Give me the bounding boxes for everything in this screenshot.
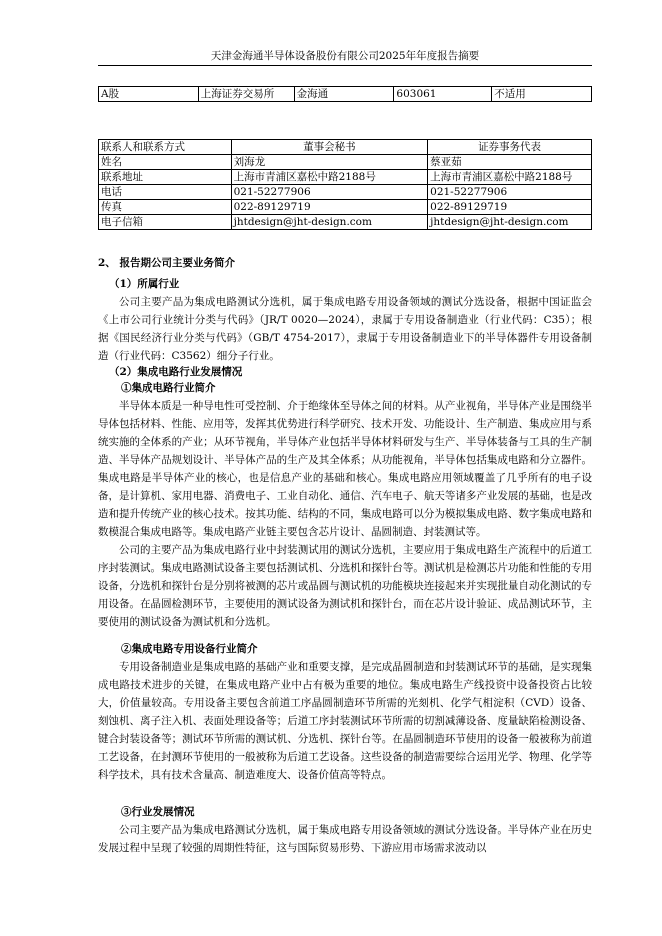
table-header-cell: 董事会秘书 — [231, 140, 428, 155]
paragraph: 半导体本质是一种导电性可受控制、介于绝缘体至导体之间的材料。从产业视角，半导体产业是围绕半导体包括材料、性能、应用等，发挥其优势进行科学研究、技术开发、功能设计、生产制造、集成应用与系统实施的全体系的产业；从环节视角，半导体产业包括半导体材料研发与生产、半导体装备与工具的生产制造、半导体产品规划设计、半导体产品的生产及其全体系；从功能视角，半导体包括集成电路和分立器件。集成电路是半导体产业的核心，也是信息产业的基础和核心。集成电路应用领域覆盖了几乎所有的电子设备，是计算机、家用电器、消费电子、工业自动化、通信、汽车电子、航天等诸多产业发展的基础，也是改造和提升传统产业的核心技术。按其功能、结构的不同，集成电路可以分为模拟集成电路、数字集成电路和数模混合集成电路等。集成电路产业链主要包含芯片设计、晶圆制造、封装测试等。 — [98, 400, 592, 538]
table-cell: 刘海龙 — [231, 155, 428, 170]
table-cell: 021-52277906 — [231, 185, 428, 200]
table-cell: 电子信箱 — [99, 215, 232, 230]
paragraph: 专用设备制造业是集成电路的基础产业和重要支撑，是完成晶圆制造和封装测试环节的基础，是实现集成电路技术进步的关键，在集成电路产业中占有极为重要的地位。集成电路生产线投资中设备投资占比较大，价值量较高。专用设备主要包含前道工序晶圆制造环节所需的光刻机、化学气相淀积（CVD）设备、刻蚀机、离子注入机、表面处理设备等；后道工序封装测试环节所需的切割减薄设备、度量缺陷检测设备、键合封装设备等；测试环节所需的测试机、分选机、探针台等。在晶圆制造环节使用的设备一般被称为前道工艺设备，在封测环节使用的一般被称为后道工艺设备。这些设备的制造需要综合运用光学、物理、化学等科学技术，具有技术含量高、制造难度大、设备价值高等特点。 — [98, 661, 592, 781]
table-cell: 上海市青浦区嘉松中路2188号 — [428, 170, 592, 185]
paragraph-ic-intro — [98, 397, 592, 631]
table-cell: jhtdesign@jht-design.com — [428, 215, 592, 230]
paragraph: 公司主要产品为集成电路测试分选机，属于集成电路专用设备领域的测试分选设备。半导体产业在历史发展过程中呈现了较强的周期性特征，这与国际贸易形势、下游应用市场需求波动以 — [98, 824, 592, 854]
subsection-title: （2）集成电路行业发展情况 — [109, 366, 243, 378]
table-header-cell: 联系人和联系方式 — [99, 140, 232, 155]
stock-info-table — [98, 86, 592, 102]
table-row — [99, 200, 592, 215]
table-header-cell: 证券事务代表 — [428, 140, 592, 155]
table-cell: 电话 — [99, 185, 232, 200]
subsection-title: ②集成电路专用设备行业简介 — [121, 643, 258, 655]
table-cell: jhtdesign@jht-design.com — [231, 215, 428, 230]
table-cell: 金海通 — [294, 87, 394, 102]
table-cell: 603061 — [394, 87, 492, 102]
table-cell: 022-89129719 — [428, 200, 592, 215]
section-title: 2、 报告期公司主要业务简介 — [98, 257, 235, 269]
table-cell: 上海证券交易所 — [198, 87, 294, 102]
subsection-title: （1）所属行业 — [109, 278, 180, 290]
table-row — [99, 155, 592, 170]
table-cell: 传真 — [99, 200, 232, 215]
table-cell: 蔡亚茹 — [428, 155, 592, 170]
header-rule — [98, 65, 592, 66]
page-header: 天津金海通半导体设备股份有限公司2025年年度报告摘要 — [210, 50, 480, 62]
paragraph-development — [98, 821, 592, 857]
table-row — [99, 185, 592, 200]
subsection-title: ③行业发展情况 — [121, 806, 195, 818]
table-cell: 022-89129719 — [231, 200, 428, 215]
paragraph-equipment — [98, 658, 592, 784]
table-cell: 021-52277906 — [428, 185, 592, 200]
table-cell: 不适用 — [492, 87, 592, 102]
table-cell: 姓名 — [99, 155, 232, 170]
table-row — [99, 87, 592, 102]
table-cell: 上海市青浦区嘉松中路2188号 — [231, 170, 428, 185]
paragraph: 公司主要产品为集成电路测试分选机，属于集成电路专用设备领域的测试分选设备，根据中国证监会《上市公司行业统计分类与代码》（JR/T 0020—2024），隶属于专用设备制造业（行业代码：C35）；根据《国民经济行业分类与代码》（GB/T 4754-2017），隶属于专用设备制造业下的半导体器件专用设备制造（行业代码：C3562）细分子行业。 — [98, 296, 592, 362]
table-cell: A股 — [99, 87, 199, 102]
table-row — [99, 215, 592, 230]
paragraph-industry — [98, 293, 592, 365]
subsection-title: ①集成电路行业简介 — [121, 382, 216, 394]
table-header-row — [99, 140, 592, 155]
table-row — [99, 170, 592, 185]
paragraph: 公司的主要产品为集成电路行业中封装测试用的测试分选机，主要应用于集成电路生产流程中的后道工序封装测试。集成电路测试设备主要包括测试机、分选机和探针台等。测试机是检测芯片功能和性能的专用设备，分选机和探针台是分别将被测的芯片或晶圆与测试机的功能模块连接起来并实现批量自动化测试的专用设备。在晶圆检测环节，主要使用的测试设备为测试机和探针台，而在芯片设计验证、成品测试环节，主要使用的测试设备为测试机和分选机。 — [98, 544, 592, 628]
table-cell: 联系地址 — [99, 170, 232, 185]
contact-table — [98, 139, 592, 230]
